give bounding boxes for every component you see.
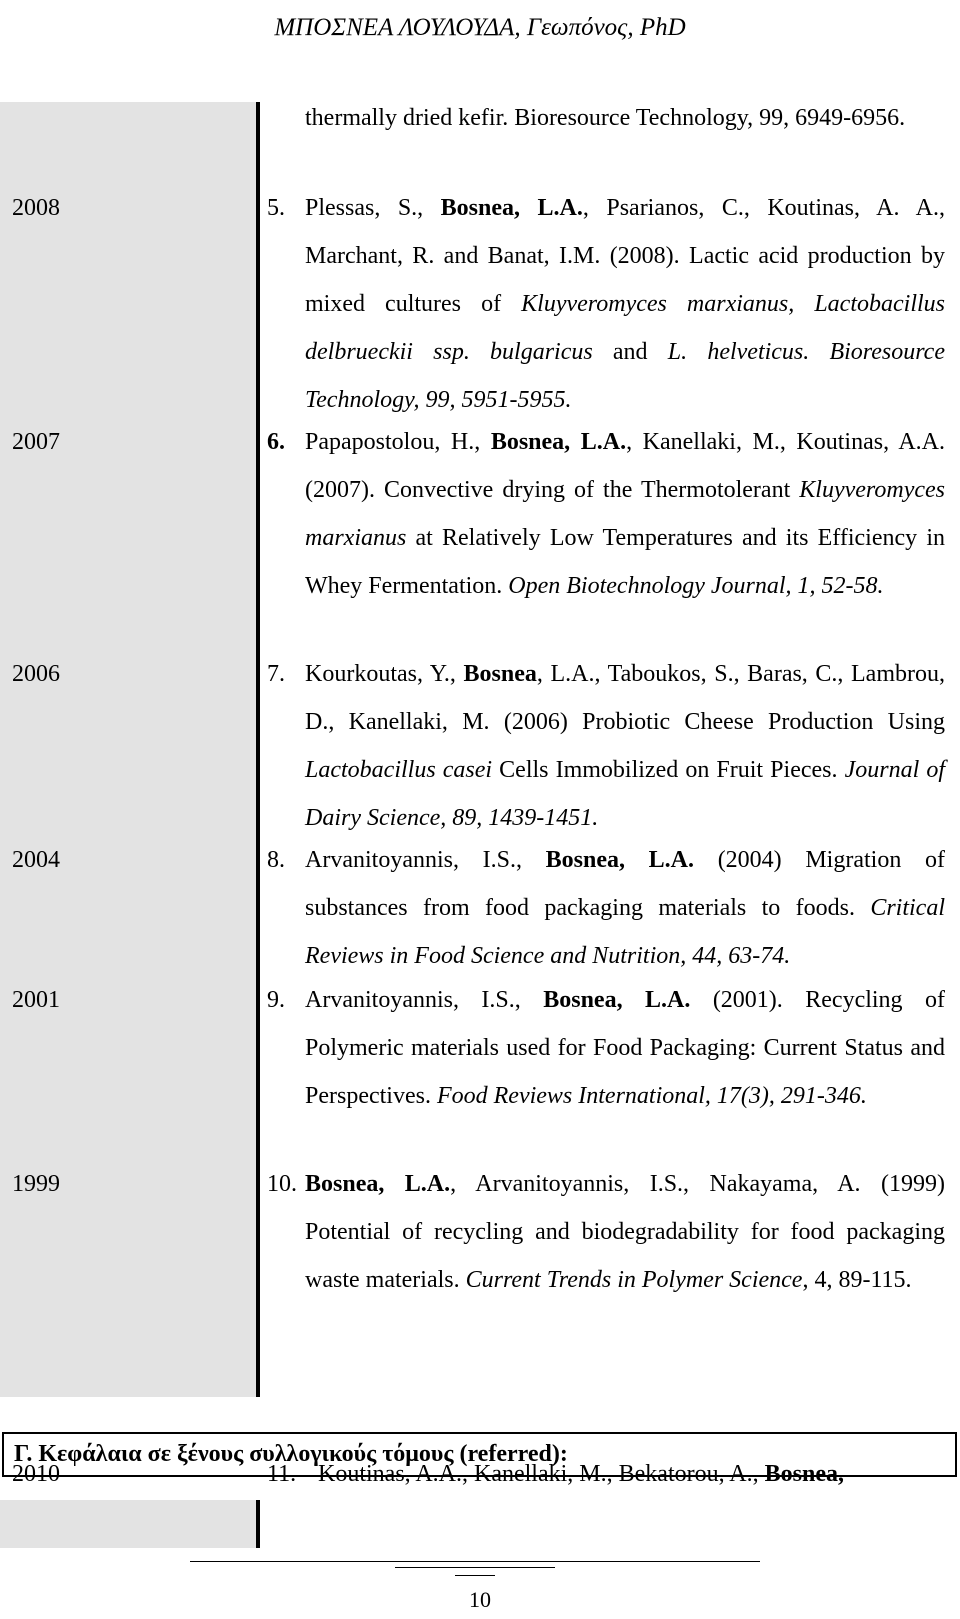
pub7-authors: Kourkoutas, Y., (305, 661, 464, 687)
publication-7 (305, 650, 945, 842)
year-2010: 2010 (12, 1461, 60, 1487)
page-header: ΜΠΟΣΝΕΑ ΛΟΥΛΟΥΔΑ, Γεωπόνος, PhD (274, 14, 686, 41)
year-2007: 2007 (12, 429, 60, 455)
pub10-title: , Arvanitoyannis, I.S., Nakayama, A. (1999) Potential of recycling and biodegradability for food packaging waste materials. (305, 1171, 945, 1293)
pub8-highlight-author: Bosnea, L.A. (545, 847, 695, 873)
pub9-journal: Food Reviews International (436, 1083, 705, 1109)
year-2006: 2006 (12, 661, 60, 687)
pub6-title-end: at Relatively Low Temperatures and its Efficiency in Whey Fermentation. (305, 525, 945, 599)
pub9-title: (2001). Recycling of Polymeric materials used for Food Packaging: Current Status and Perspectives. (305, 987, 945, 1109)
pub9-highlight-author: Bosnea, L.A. (543, 987, 691, 1013)
pub7-journal: Journal of Dairy Science, 89, 1439-1451. (305, 757, 945, 831)
pub5-and: and (592, 339, 668, 365)
pub6-species: Kluyveromyces marxianus (305, 477, 945, 551)
year-2001: 2001 (12, 987, 60, 1013)
pub7-title: , L.A., Taboukos, S., Baras, C., Lambrou, D., Kanellaki, M. (2006) Probiotic Cheese Production Using (305, 661, 945, 735)
footer-rule-1 (190, 1561, 760, 1562)
publication-8 (305, 836, 945, 980)
footer-rule-3 (455, 1575, 495, 1576)
pub6-title: , Kanellaki, M., Koutinas, A.A. (2007). Convective drying of the Thermotolerant (305, 429, 945, 503)
pub10-highlight-author: Bosnea, L.A. (305, 1171, 451, 1197)
pub7-title-end: Cells Immobilized on Fruit Pieces. (492, 757, 845, 783)
pub5-journal: L. helveticus. Bioresource Technology, 99, 5951-5955. (305, 339, 945, 413)
pub11-highlight-author: Bosnea, (764, 1461, 844, 1487)
pub-number-5: 5. (267, 195, 285, 221)
column-divider (256, 102, 260, 1397)
pub6-highlight-author: Bosnea, L.A. (490, 429, 627, 455)
year-2008: 2008 (12, 195, 60, 221)
pub10-journal: Current Trends in Polymer Science (465, 1267, 803, 1293)
publication-6 (305, 418, 945, 610)
pub8-title: (2004) Migration of substances from food packaging materials to foods. (305, 847, 945, 921)
publication-11 (318, 1450, 945, 1498)
publication-9 (305, 976, 945, 1120)
pub8-journal: Critical Reviews in Food Science and Nutrition, 44, 63-74. (305, 895, 945, 969)
column-divider-2 (256, 1500, 260, 1548)
year-1999: 1999 (12, 1171, 60, 1197)
year-2004: 2004 (12, 847, 60, 873)
pub-number-8: 8. (267, 847, 285, 873)
pub5-species: Kluyveromyces marxianus, Lactobacillus delbrueckii ssp. bulgaricus (305, 291, 945, 365)
publication-10 (305, 1160, 945, 1304)
pub-number-11: 11. (267, 1461, 297, 1487)
page-number: 10 (469, 1587, 491, 1612)
pub5-title: , Psarianos, C., Koutinas, A. A., Marchant, R. and Banat, I.M. (2008). Lactic acid production by mixed cultures of (305, 195, 945, 317)
section-heading: Γ. Κεφάλαια σε ξένους συλλογικούς τόμους (referred): (2, 1432, 957, 1477)
publication-5 (305, 184, 945, 424)
pub4-text: thermally dried kefir. Bioresource Technology, 99, 6949-6956. (305, 105, 906, 131)
pub8-authors: Arvanitoyannis, I.S., (305, 847, 546, 873)
pub-number-6: 6. (267, 429, 285, 455)
pub6-authors: Papapostolou, H., (305, 429, 491, 455)
pub7-highlight-author: Bosnea (463, 661, 537, 687)
publication-4-continuation (305, 94, 945, 142)
pub6-journal: Open Biotechnology Journal, 1, 52-58. (508, 573, 884, 599)
footer-rule-2 (395, 1567, 555, 1568)
pub9-authors: Arvanitoyannis, I.S., (305, 987, 544, 1013)
pub-number-7: 7. (267, 661, 285, 687)
pub11-authors: Koutinas, A.A., Kanellaki, M., Bekatorou, A., (318, 1461, 765, 1487)
pub5-authors: Plessas, S., (305, 195, 441, 221)
year-column-2 (0, 1500, 256, 1548)
pub5-highlight-author: Bosnea, L.A. (440, 195, 583, 221)
pub7-species: Lactobacillus casei (305, 757, 493, 783)
pub-number-10: 10. (267, 1171, 297, 1197)
pub9-volume: , 17(3), 291-346. (704, 1083, 867, 1109)
pub10-volume: , 4, 89-115. (802, 1267, 912, 1293)
pub-number-9: 9. (267, 987, 285, 1013)
